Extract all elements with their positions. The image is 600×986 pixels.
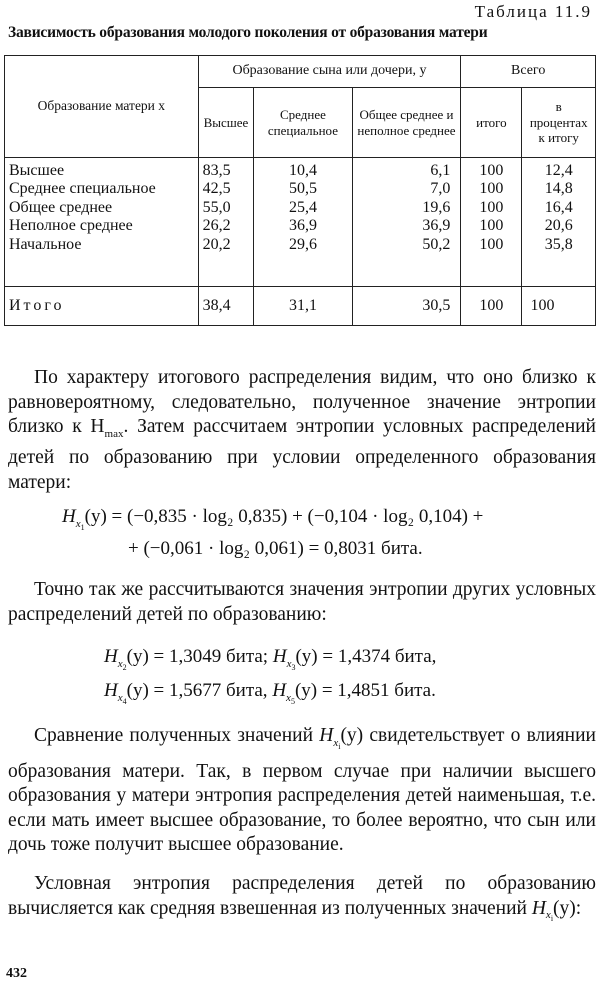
page-number: 432 [6,966,27,981]
cell: 38,4 [198,287,254,326]
paragraph-2 [8,578,596,627]
col-higher-header: Высшее [198,88,254,158]
para4-text: Условная энтропия распределения детей по образованию вычисляется как средняя взвешенная из полученных значений [8,873,596,919]
row-label: Начальное [9,235,82,253]
cell: 100 [522,287,596,326]
cell: 16,4 [544,198,573,216]
paragraph-4: Условная энтропия распределения детей по образованию вычисляется как средняя взвешенная из полученных значений $H_{x_i}(y)$: [8,873,596,924]
total-row [5,287,596,326]
row-label: Неполное среднее [9,217,133,235]
para1-text: По характеру итогового распределения видим, что оно близко к равновероятному, следовательно, полученное значение энтропии близко к H [8,367,596,437]
col-total-values [461,158,522,287]
formula-2-line-2b: (y) = 1,4851 бита. [294,680,436,701]
cell: 36,9 [288,217,317,235]
col-total-header: итого [461,88,522,158]
cell: 83,5 [202,162,231,179]
education-table [4,55,596,326]
cell: 29,6 [288,235,317,253]
cell: 35,8 [544,235,573,253]
cell: 100 [479,235,504,253]
table-title: Зависимость образования молодого поколения от образования матери [8,24,488,41]
cell: 12,4 [544,162,573,179]
formula-2-line-2a: (y) = 1,5677 бита, [126,680,268,701]
col-percent-header: в процентах к итогу [522,88,596,158]
formula-1-line-1-text: (y) = (−0,835 · log₂ 0,835) + (−0,104 · log₂ 0,104) + [84,506,484,527]
row-label: Высшее [9,162,65,179]
row-header: Образование матери x [5,56,199,158]
para1-tail: . Затем рассчитаем энтропии условных распределений детей по образованию при условии определенного образования матери: [8,416,596,493]
para3-tail: (y) свидетельствует о влиянии образования матери. Так, в первом случае при наличии высшего образования у матери энтропия распределения детей наименьшая, т.е. если мать имеет высшее образование, то более вероятно, что сын или дочь тоже получит высшее образование. [8,725,596,856]
cell: 7,0 [430,180,451,198]
cell: 100 [479,162,504,179]
cell: 25,4 [288,198,317,216]
cell: 19,6 [422,198,451,216]
col-percent-values [522,158,596,287]
group-son-header: Образование сына или дочери, y [198,56,461,88]
cell: 100 [479,217,504,235]
formula-2-line-1a: (y) = 1,3049 бита; [126,646,269,667]
formula-2-line-1b: (y) = 1,4374 бита, [295,646,437,667]
cell: 14,8 [544,180,573,198]
cell: 100 [479,198,504,216]
col-special-values [254,158,352,287]
group-total-header: Всего [461,56,596,88]
formula-1-line-2: + (−0,061 · log₂ 0,061) = 0,8031 бита. [128,538,423,559]
col-general-header: Общее среднее и неполное среднее [352,88,461,158]
cell: 50,2 [422,235,451,253]
cell: 30,5 [352,287,461,326]
cell: 36,9 [422,217,451,235]
cell: 55,0 [202,198,231,216]
cell: 100 [479,180,504,198]
col-special-header: Среднее специальное [254,88,352,158]
table-label: Таблица 11.9 [474,2,592,21]
para3-head: Сравнение полученных значений [34,725,314,746]
cell: 26,2 [202,217,231,235]
formula-2-line-2: $H_{x_4}(y) = 1,5677$ бита, $H_{x_5}(y) = 1,4851$ бита. [104,680,436,706]
para4-tail: (y): [553,897,582,919]
total-label: Итого [5,287,199,326]
cell: 50,5 [288,180,317,198]
formula-1-line-1: $H_{x_1}(y) = (-0,835 \cdot \log_2$ 0,835) + (−0,104 · log₂ 0,104) + [62,506,484,532]
para2-text: Точно так же рассчитываются значения энтропии других условных распределений детей по образованию: [8,579,596,625]
cell: 20,2 [202,235,231,253]
para1-sub: max [104,427,124,440]
paragraph-3: Сравнение полученных значений $H_{x_i}(y)$ свидетельствует о влиянии образования матери. Так, в первом случае при наличии высшего образования у матери энтропия распределения детей наименьшая, т.е. если мать имеет высшее образование, то более вероятно, что сын или дочь тоже получит высшее образование. [8,725,596,856]
cell: 100 [461,287,522,326]
cell: 42,5 [202,180,231,198]
cell: 6,1 [430,162,451,179]
row-label: Среднее специальное [9,180,156,198]
paragraph-1 [8,366,596,495]
col-higher-values [198,158,254,287]
cell: 31,1 [254,287,352,326]
row-labels [5,158,199,287]
formula-2-line-1: $H_{x_2}(y) = 1,3049$ бита; $H_{x_3}(y) = 1,4374$ бита, [104,646,437,672]
cell: 20,6 [544,217,573,235]
row-label: Общее среднее [9,198,113,216]
cell: 10,4 [288,162,317,179]
col-general-values [352,158,461,287]
